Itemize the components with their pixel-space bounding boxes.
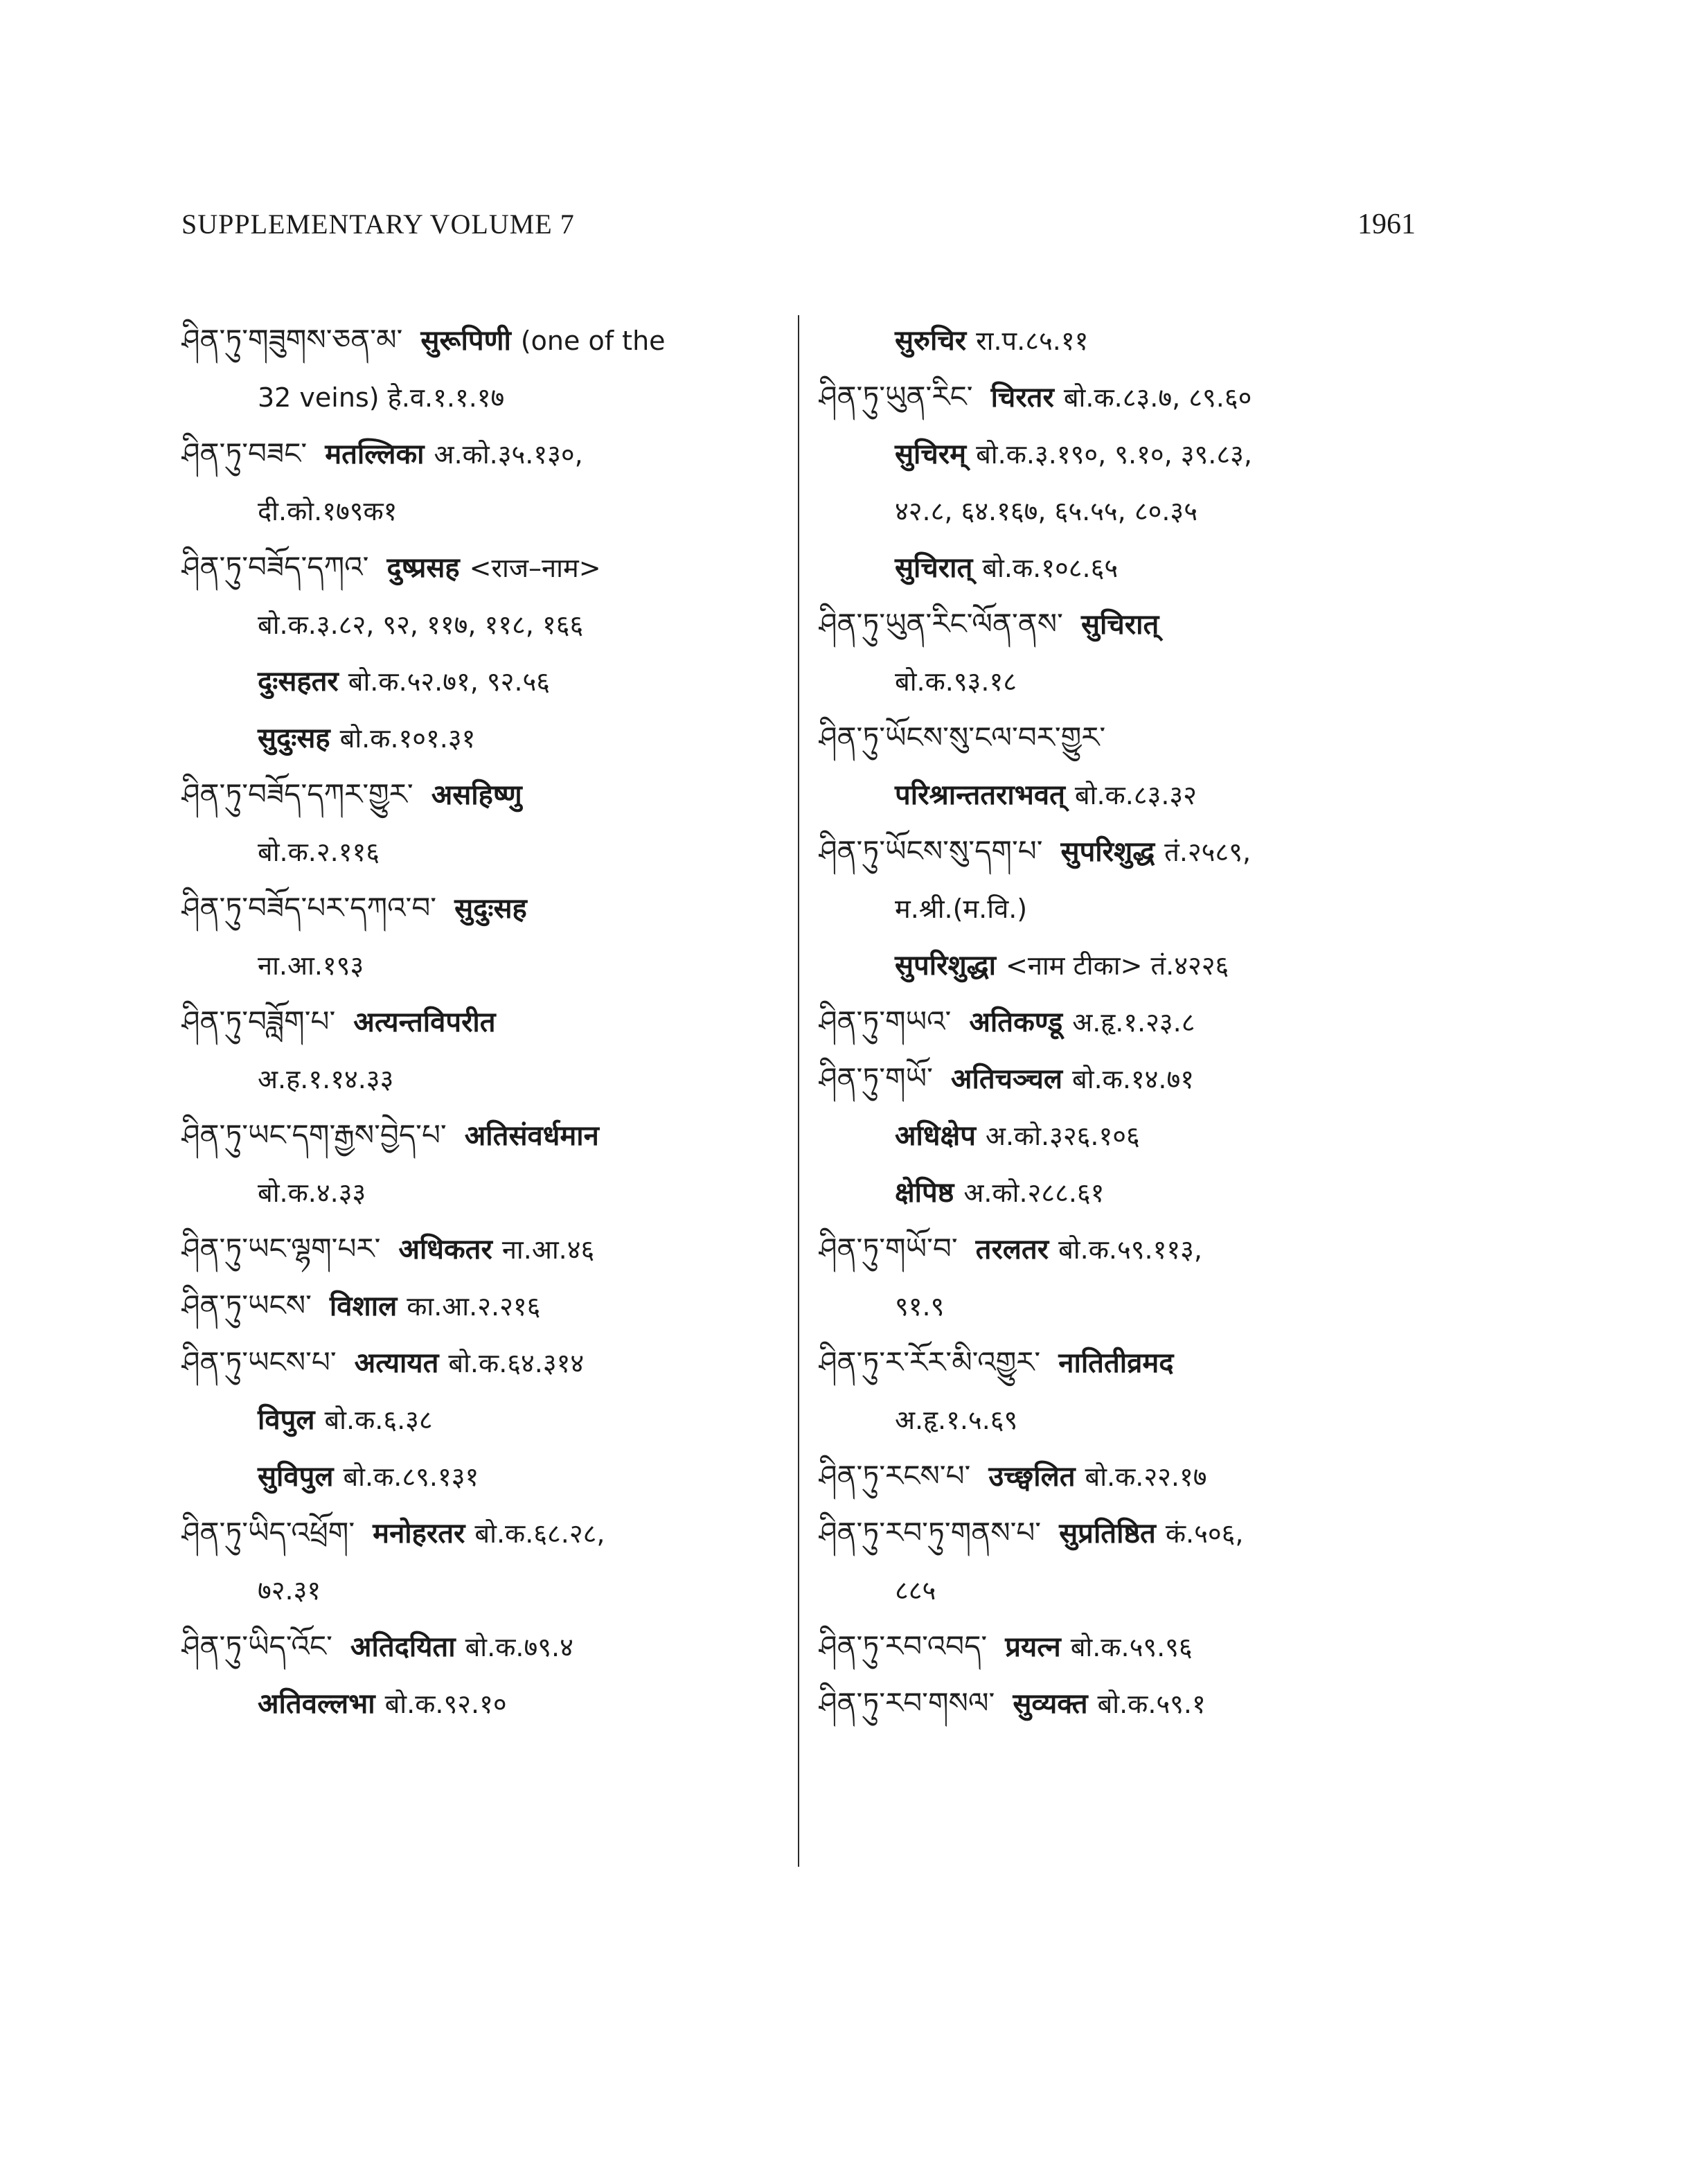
source-reference: <राज–नाम> bbox=[469, 553, 601, 583]
source-reference: बो.क.९३.१८ bbox=[895, 666, 1017, 697]
tibetan-headword: ཤིན་ཏུ་གཟུགས་ཅན་མ་ bbox=[181, 323, 403, 357]
source-reference: बो.क.२.११६ bbox=[258, 837, 380, 867]
entry-headword-line bbox=[181, 425, 791, 482]
entry-continuation-line bbox=[181, 482, 791, 539]
entry-continuation-line bbox=[181, 709, 791, 766]
source-reference: ना.आ.४६ bbox=[501, 1234, 595, 1265]
entry-continuation-line bbox=[819, 1561, 1442, 1618]
tibetan-headword: ཤིན་ཏུ་བཟོད་པར་དཀའ་བ་ bbox=[181, 891, 437, 925]
tibetan-headword: ཤིན་ཏུ་ཡངས་པ་ bbox=[181, 1345, 337, 1379]
sanskrit-equivalent: सुपरिशुद्ध bbox=[1060, 836, 1155, 868]
entry-headword-line bbox=[181, 1334, 791, 1391]
source-reference: दी.को.१७९क१ bbox=[258, 496, 398, 526]
source-reference: ९१.९ bbox=[895, 1291, 945, 1322]
source-reference: बो.क.५९.११३, bbox=[1058, 1234, 1202, 1265]
sanskrit-equivalent: अतिवल्लभा bbox=[258, 1688, 375, 1720]
sanskrit-equivalent: सुरुचिर bbox=[895, 325, 967, 357]
entry-continuation-line bbox=[819, 1164, 1442, 1220]
entry-continuation-line bbox=[181, 369, 791, 425]
tibetan-headword: ཤིན་ཏུ་རབ་ཏུ་གནས་པ་ bbox=[819, 1516, 1042, 1550]
source-reference: का.आ.२.२१६ bbox=[407, 1291, 541, 1322]
entry-continuation-line bbox=[181, 1448, 791, 1504]
entry-continuation-line bbox=[181, 1561, 791, 1618]
sanskrit-equivalent: तरलतर bbox=[975, 1234, 1049, 1266]
source-reference: ४२.८, ६४.१६७, ६५.५५, ८०.३५ bbox=[895, 496, 1197, 526]
source-reference: अ.को.२८८.६१ bbox=[963, 1178, 1105, 1208]
sanskrit-equivalent: सुरूपिणी bbox=[420, 325, 511, 357]
tibetan-headword: ཤིན་ཏུ་ར་རོར་མི་འགྱུར་ bbox=[819, 1345, 1041, 1379]
sanskrit-equivalent: नातितीव्रमद bbox=[1058, 1347, 1174, 1379]
source-reference: बो.क.८९.१३१ bbox=[343, 1462, 479, 1492]
sanskrit-equivalent: अधिकतर bbox=[398, 1234, 492, 1266]
entry-headword-line bbox=[819, 369, 1442, 425]
source-reference: बो.क.६.३८ bbox=[324, 1405, 433, 1435]
source-reference: बो.क.८३.७, ८९.६० bbox=[1063, 382, 1252, 413]
sanskrit-equivalent: दुष्प्रसह bbox=[386, 552, 460, 584]
source-reference: बो.क.७९.४ bbox=[465, 1632, 573, 1662]
sanskrit-equivalent: सुदुःसह bbox=[258, 722, 330, 754]
entry-headword-line bbox=[819, 1050, 1442, 1107]
sanskrit-equivalent: अतिसंवर्धमान bbox=[464, 1120, 599, 1152]
source-reference: ७२.३१ bbox=[258, 1575, 321, 1606]
source-reference: ना.आ.१९३ bbox=[258, 950, 364, 981]
tibetan-headword: ཤིན་ཏུ་ཡུན་རིང་ལོན་ནས་ bbox=[819, 607, 1063, 641]
source-reference: कं.५०६, bbox=[1165, 1518, 1244, 1549]
sanskrit-equivalent: असहिष्णु bbox=[431, 779, 522, 811]
source-reference: बो.क.३.८२, ९२, ११७, ११८, १६६ bbox=[258, 610, 584, 640]
entry-continuation-line bbox=[181, 823, 791, 880]
entry-headword-line bbox=[181, 1107, 791, 1164]
entry-headword-line bbox=[181, 880, 791, 936]
source-reference: अ.ह.१.१४.३३ bbox=[258, 1064, 394, 1094]
entry-continuation-line bbox=[181, 596, 791, 652]
entry-continuation-line bbox=[181, 1050, 791, 1107]
entry-headword-line bbox=[181, 766, 791, 823]
source-reference: 32 veins) हे.व.१.१.१७ bbox=[258, 382, 505, 413]
sanskrit-equivalent: विपुल bbox=[258, 1404, 315, 1436]
sanskrit-equivalent: क्षेपिष्ठ bbox=[895, 1177, 954, 1209]
tibetan-headword: ཤིན་ཏུ་བཟང་ bbox=[181, 436, 308, 470]
entry-continuation-line bbox=[181, 652, 791, 709]
entry-headword-line bbox=[181, 539, 791, 596]
source-reference: बो.क.८३.३२ bbox=[1074, 780, 1197, 810]
entry-headword-line bbox=[819, 823, 1442, 880]
entry-continuation-line bbox=[819, 1391, 1442, 1448]
tibetan-headword: ཤིན་ཏུ་རབ་གསལ་ bbox=[819, 1686, 995, 1720]
tibetan-headword: ཤིན་ཏུ་ཡིད་འོང་ bbox=[181, 1629, 332, 1663]
source-reference: बो.क.१०१.३१ bbox=[339, 723, 476, 754]
entry-headword-line bbox=[819, 1504, 1442, 1561]
entry-continuation-line bbox=[181, 1675, 791, 1732]
source-reference: अ.को.३५.१३०, bbox=[434, 439, 583, 470]
entry-headword-line bbox=[181, 1277, 791, 1334]
sanskrit-equivalent: सुव्यक्त bbox=[1013, 1688, 1088, 1720]
entry-continuation-line bbox=[819, 766, 1442, 823]
source-reference: बो.क.६४.३१४ bbox=[448, 1348, 585, 1378]
sanskrit-equivalent: सुचिरात् bbox=[1080, 609, 1159, 641]
sanskrit-equivalent: अतिकण्डू bbox=[969, 1006, 1063, 1038]
sanskrit-equivalent: सुप्रतिष्ठित bbox=[1059, 1518, 1156, 1550]
entry-headword-line bbox=[181, 1618, 791, 1675]
tibetan-headword: ཤིན་ཏུ་ཡང་དག་རྒྱས་བྱེད་པ་ bbox=[181, 1118, 447, 1152]
entry-headword-line bbox=[819, 993, 1442, 1050]
source-reference: बो.क.१०८.६५ bbox=[982, 553, 1119, 583]
source-reference: तं.२५८९, bbox=[1164, 837, 1252, 867]
source-reference: अ.को.३२६.१०६ bbox=[985, 1121, 1140, 1151]
running-head: SUPPLEMENTARY VOLUME 7 bbox=[181, 208, 575, 240]
entry-headword-line bbox=[181, 993, 791, 1050]
tibetan-headword: ཤིན་ཏུ་གཡོ་ bbox=[819, 1061, 933, 1095]
entry-headword-line bbox=[819, 1618, 1442, 1675]
tibetan-headword: ཤིན་ཏུ་ཡིད་འཕྲོག་ bbox=[181, 1516, 355, 1550]
entry-continuation-line bbox=[181, 936, 791, 993]
tibetan-headword: ཤིན་ཏུ་གཡའ་ bbox=[819, 1004, 952, 1038]
sanskrit-equivalent: परिश्रान्ततराभवत् bbox=[895, 779, 1065, 811]
sanskrit-equivalent: दुःसहतर bbox=[258, 666, 339, 698]
left-column bbox=[181, 312, 791, 1732]
right-column bbox=[819, 312, 1442, 1732]
sanskrit-equivalent: अधिक्षेप bbox=[895, 1120, 976, 1152]
sanskrit-equivalent: अतिदयिता bbox=[350, 1631, 456, 1663]
source-reference: बो.क.५९.९६ bbox=[1070, 1632, 1193, 1662]
entry-continuation-line bbox=[819, 312, 1442, 369]
source-reference: बो.क.२२.१७ bbox=[1085, 1462, 1207, 1492]
tibetan-headword: ཤིན་ཏུ་ཡུན་རིང་ bbox=[819, 380, 973, 414]
entry-continuation-line bbox=[819, 880, 1442, 936]
tibetan-headword: ཤིན་ཏུ་བཟློག་པ་ bbox=[181, 1004, 336, 1038]
entry-headword-line bbox=[819, 1334, 1442, 1391]
source-reference: बो.क.१४.७१ bbox=[1072, 1064, 1195, 1094]
entry-continuation-line bbox=[819, 425, 1442, 482]
source-reference: अ.हृ.१.२३.८ bbox=[1072, 1007, 1195, 1038]
source-reference: (one of the bbox=[520, 326, 666, 356]
tibetan-headword: ཤིན་ཏུ་བཟོད་དཀར་གྱུར་ bbox=[181, 777, 413, 811]
entry-headword-line bbox=[819, 1220, 1442, 1277]
entry-continuation-line bbox=[819, 539, 1442, 596]
sanskrit-equivalent: अत्यायत bbox=[354, 1347, 439, 1379]
tibetan-headword: ཤིན་ཏུ་རབ་འབད་ bbox=[819, 1629, 988, 1663]
sanskrit-equivalent: मनोहरतर bbox=[373, 1518, 465, 1550]
sanskrit-equivalent: चिरतर bbox=[990, 382, 1054, 414]
source-reference: रा.प.८५.११ bbox=[976, 326, 1089, 356]
entry-continuation-line bbox=[819, 482, 1442, 539]
entry-continuation-line bbox=[819, 1107, 1442, 1164]
entry-headword-line bbox=[181, 1504, 791, 1561]
entry-headword-line bbox=[819, 1448, 1442, 1504]
sanskrit-equivalent: सुपरिशुद्धा bbox=[895, 950, 996, 982]
sanskrit-equivalent: प्रयत्न bbox=[1005, 1631, 1061, 1663]
entry-continuation-line bbox=[819, 936, 1442, 993]
source-reference: बो.क.४.३३ bbox=[258, 1178, 366, 1208]
entry-continuation-line bbox=[181, 1391, 791, 1448]
sanskrit-equivalent: सुदुःसह bbox=[454, 893, 527, 925]
sanskrit-equivalent: उच्छ्वलित bbox=[988, 1461, 1076, 1493]
sanskrit-equivalent: अतिचञ्चल bbox=[950, 1063, 1063, 1095]
tibetan-headword: ཤིན་ཏུ་བཟོད་དཀའ་ bbox=[181, 550, 369, 584]
source-reference: बो.क.३.१९०, ९.१०, ३९.८३, bbox=[976, 439, 1252, 470]
tibetan-headword: ཤིན་ཏུ་ཡང་ལྷག་པར་ bbox=[181, 1232, 381, 1266]
sanskrit-equivalent: अत्यन्तविपरीत bbox=[353, 1006, 496, 1038]
entry-headword-line bbox=[819, 709, 1442, 766]
entry-continuation-line bbox=[819, 652, 1442, 709]
column-divider bbox=[798, 315, 799, 1867]
tibetan-headword: ཤིན་ཏུ་ཡོངས་སུ་ངལ་བར་གྱུར་ bbox=[819, 720, 1106, 754]
sanskrit-equivalent: सुचिरम् bbox=[895, 438, 967, 470]
source-reference: बो.क.९२.१० bbox=[384, 1689, 507, 1719]
sanskrit-equivalent: विशाल bbox=[329, 1290, 398, 1322]
tibetan-headword: ཤིན་ཏུ་ཡངས་ bbox=[181, 1288, 312, 1322]
entry-continuation-line bbox=[181, 1164, 791, 1220]
source-reference: म.श्री.(म.वि.) bbox=[895, 894, 1028, 924]
tibetan-headword: ཤིན་ཏུ་ཡོངས་སུ་དག་པ་ bbox=[819, 834, 1043, 868]
entry-headword-line bbox=[819, 596, 1442, 652]
sanskrit-equivalent: सुचिरात् bbox=[895, 552, 973, 584]
entry-headword-line bbox=[819, 1675, 1442, 1732]
tibetan-headword: ཤིན་ཏུ་གཡོ་བ་ bbox=[819, 1232, 958, 1266]
tibetan-headword: ཤིན་ཏུ་རངས་པ་ bbox=[819, 1459, 971, 1493]
entry-headword-line bbox=[181, 1220, 791, 1277]
source-reference: <नाम टीका> तं.४२२६ bbox=[1006, 950, 1229, 981]
source-reference: बो.क.५२.७१, ९२.५६ bbox=[348, 666, 551, 697]
source-reference: बो.क.५९.१ bbox=[1097, 1689, 1206, 1719]
sanskrit-equivalent: मतल्लिका bbox=[325, 438, 425, 470]
source-reference: ८८५ bbox=[895, 1575, 936, 1606]
entry-headword-line bbox=[181, 312, 791, 369]
source-reference: बो.क.६८.२८, bbox=[474, 1518, 605, 1549]
page-number: 1961 bbox=[1357, 208, 1416, 240]
source-reference: अ.हृ.१.५.६९ bbox=[895, 1405, 1018, 1435]
entry-continuation-line bbox=[819, 1277, 1442, 1334]
sanskrit-equivalent: सुविपुल bbox=[258, 1461, 334, 1493]
